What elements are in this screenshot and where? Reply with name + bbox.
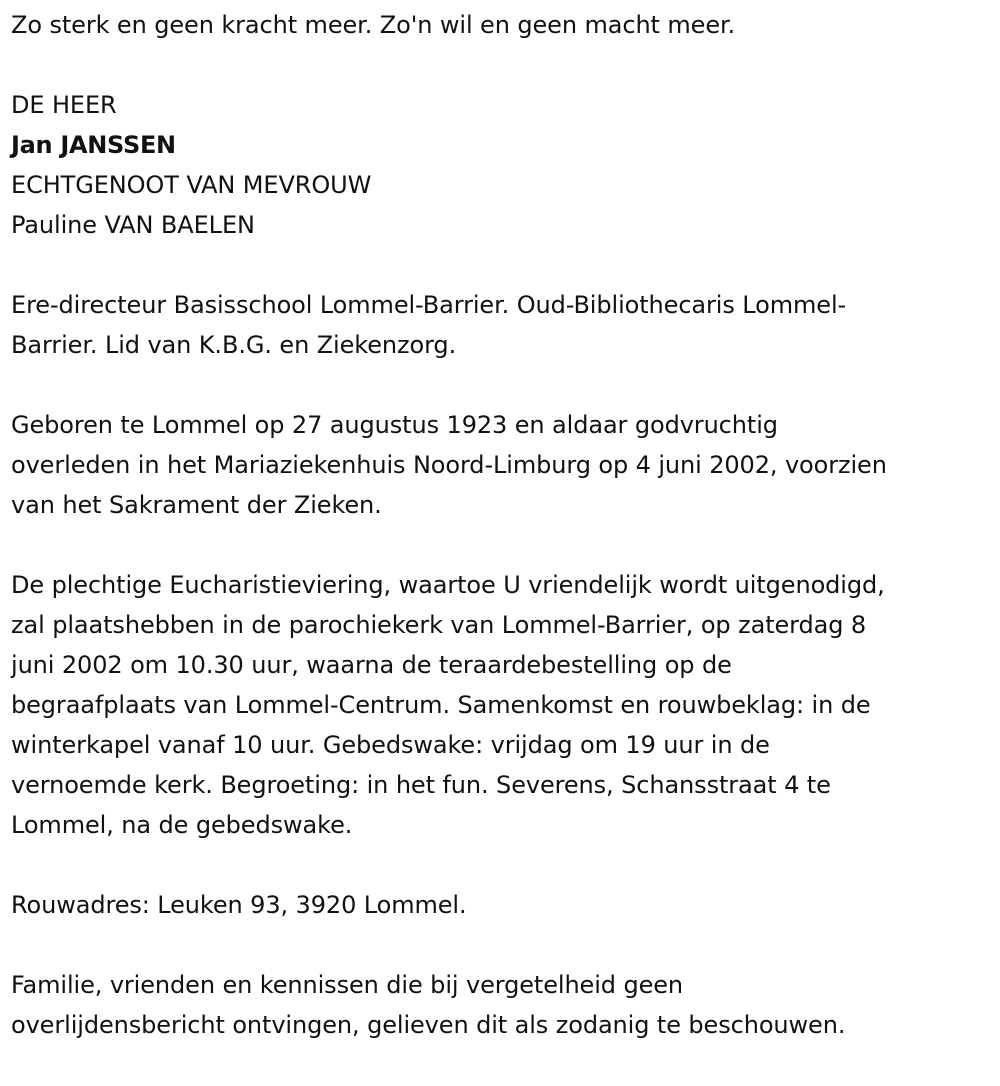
birth-death-line: overleden in het Mariaziekenhuis Noord-Limburg op 4 juni 2002, voorzien xyxy=(11,451,887,479)
spacer xyxy=(11,245,996,285)
ceremony-line: De plechtige Eucharistieviering, waartoe U vriendelijk wordt uitgenodigd, xyxy=(11,571,885,599)
spacer xyxy=(11,45,996,85)
spouse-label: ECHTGENOOT VAN MEVROUW xyxy=(11,171,372,199)
ceremony-paragraph xyxy=(11,565,996,845)
ceremony-line: juni 2002 om 10.30 uur, waarna de teraardebestelling op de xyxy=(11,651,732,679)
functions-line: Barrier. Lid van K.B.G. en Ziekenzorg. xyxy=(11,331,457,359)
deceased-name: Jan JANSSEN xyxy=(11,131,176,159)
ceremony-line: Lommel, na de gebedswake. xyxy=(11,811,353,839)
functions-paragraph xyxy=(11,285,996,365)
obituary-notice xyxy=(11,5,996,1045)
ceremony-line: vernoemde kerk. Begroeting: in het fun. Severens, Schansstraat 4 te xyxy=(11,771,831,799)
spacer xyxy=(11,525,996,565)
ceremony-line: zal plaatshebben in de parochiekerk van Lommel-Barrier, op zaterdag 8 xyxy=(11,611,867,639)
motto: Zo sterk en geen kracht meer. Zo'n wil en geen macht meer. xyxy=(11,11,736,39)
birth-death-line: Geboren te Lommel op 27 augustus 1923 en aldaar godvruchtig xyxy=(11,411,778,439)
functions-line: Ere-directeur Basisschool Lommel-Barrier. Oud-Bibliothecaris Lommel- xyxy=(11,291,847,319)
ceremony-line: begraafplaats van Lommel-Centrum. Samenkomst en rouwbeklag: in de xyxy=(11,691,871,719)
ceremony-line: winterkapel vanaf 10 uur. Gebedswake: vrijdag om 19 uur in de xyxy=(11,731,770,759)
closing-line: overlijdensbericht ontvingen, gelieven dit als zodanig te beschouwen. xyxy=(11,1011,846,1039)
birth-death-line: van het Sakrament der Zieken. xyxy=(11,491,382,519)
birth-death-paragraph xyxy=(11,405,996,525)
closing-line: Familie, vrienden en kennissen die bij vergetelheid geen xyxy=(11,971,684,999)
spacer xyxy=(11,845,996,885)
closing-paragraph xyxy=(11,965,996,1045)
mourning-address: Rouwadres: Leuken 93, 3920 Lommel. xyxy=(11,891,467,919)
spacer xyxy=(11,925,996,965)
honorific-title: DE HEER xyxy=(11,91,117,119)
spouse-name: Pauline VAN BAELEN xyxy=(11,211,255,239)
spacer xyxy=(11,365,996,405)
